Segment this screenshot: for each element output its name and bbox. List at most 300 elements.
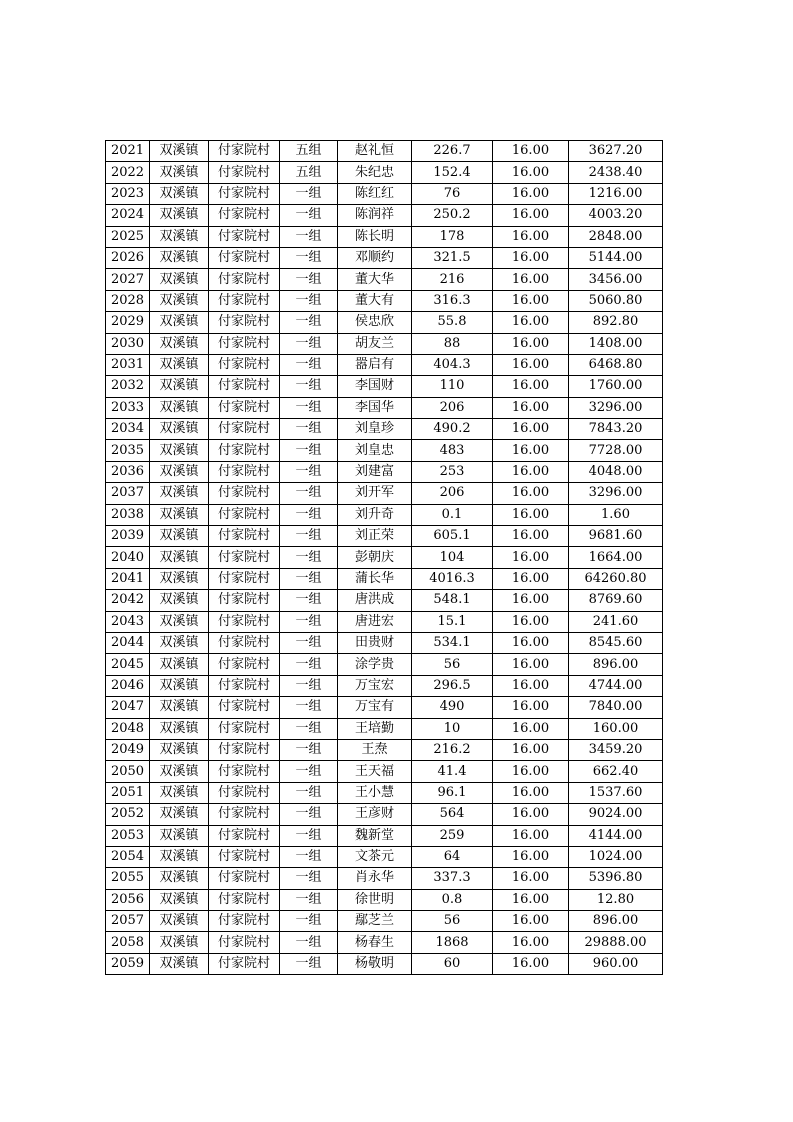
cell-number: 2059 [106,953,150,974]
table-row [106,590,663,611]
cell-amount: 5060.80 [569,290,663,311]
table-row [106,761,663,782]
cell-village: 付家院村 [209,761,280,782]
cell-group: 一组 [280,868,338,889]
cell-amount: 3296.00 [569,397,663,418]
cell-name: 王天福 [338,761,412,782]
cell-unit-price: 16.00 [493,590,569,611]
cell-number: 2056 [106,889,150,910]
cell-amount: 7728.00 [569,440,663,461]
cell-amount: 4744.00 [569,675,663,696]
cell-name: 蒲长华 [338,568,412,589]
cell-name: 董大有 [338,290,412,311]
cell-town: 双溪镇 [150,162,209,183]
cell-name: 涂学贵 [338,654,412,675]
cell-area: 490 [412,697,493,718]
cell-group: 一组 [280,632,338,653]
cell-unit-price: 16.00 [493,611,569,632]
cell-group: 一组 [280,397,338,418]
cell-group: 一组 [280,846,338,867]
table-row [106,804,663,825]
cell-name: 刘皇忠 [338,440,412,461]
cell-town: 双溪镇 [150,889,209,910]
cell-group: 一组 [280,419,338,440]
cell-group: 一组 [280,697,338,718]
cell-amount: 896.00 [569,911,663,932]
cell-group: 一组 [280,226,338,247]
cell-name: 王焘 [338,739,412,760]
cell-town: 双溪镇 [150,354,209,375]
cell-village: 付家院村 [209,461,280,482]
cell-town: 双溪镇 [150,461,209,482]
cell-area: 253 [412,461,493,482]
cell-town: 双溪镇 [150,739,209,760]
cell-group: 一组 [280,440,338,461]
cell-amount: 1.60 [569,504,663,525]
cell-amount: 1537.60 [569,782,663,803]
cell-town: 双溪镇 [150,718,209,739]
table-row [106,632,663,653]
cell-amount: 3456.00 [569,269,663,290]
cell-area: 534.1 [412,632,493,653]
cell-number: 2027 [106,269,150,290]
cell-name: 陈润祥 [338,205,412,226]
cell-number: 2025 [106,226,150,247]
cell-area: 56 [412,654,493,675]
cell-number: 2039 [106,526,150,547]
cell-number: 2044 [106,632,150,653]
cell-group: 一组 [280,269,338,290]
cell-group: 一组 [280,461,338,482]
cell-town: 双溪镇 [150,269,209,290]
table-row [106,953,663,974]
cell-town: 双溪镇 [150,782,209,803]
cell-amount: 5396.80 [569,868,663,889]
cell-unit-price: 16.00 [493,911,569,932]
cell-name: 刘正荣 [338,526,412,547]
table-row [106,782,663,803]
cell-area: 55.8 [412,312,493,333]
cell-unit-price: 16.00 [493,782,569,803]
cell-name: 万宝宏 [338,675,412,696]
cell-village: 付家院村 [209,419,280,440]
table-row [106,247,663,268]
cell-group: 五组 [280,162,338,183]
cell-number: 2040 [106,547,150,568]
table-row [106,932,663,953]
cell-amount: 3627.20 [569,141,663,162]
cell-group: 一组 [280,804,338,825]
cell-town: 双溪镇 [150,290,209,311]
cell-name: 杨敬明 [338,953,412,974]
cell-unit-price: 16.00 [493,419,569,440]
cell-amount: 4048.00 [569,461,663,482]
cell-town: 双溪镇 [150,440,209,461]
cell-name: 杨春生 [338,932,412,953]
cell-area: 152.4 [412,162,493,183]
cell-unit-price: 16.00 [493,269,569,290]
cell-number: 2038 [106,504,150,525]
table-row [106,483,663,504]
cell-number: 2024 [106,205,150,226]
table-row [106,461,663,482]
cell-area: 15.1 [412,611,493,632]
cell-unit-price: 16.00 [493,718,569,739]
cell-town: 双溪镇 [150,333,209,354]
cell-area: 321.5 [412,247,493,268]
cell-village: 付家院村 [209,226,280,247]
cell-number: 2050 [106,761,150,782]
cell-amount: 7843.20 [569,419,663,440]
cell-area: 96.1 [412,782,493,803]
cell-village: 付家院村 [209,911,280,932]
cell-village: 付家院村 [209,354,280,375]
cell-village: 付家院村 [209,141,280,162]
cell-group: 一组 [280,376,338,397]
cell-amount: 5144.00 [569,247,663,268]
cell-unit-price: 16.00 [493,846,569,867]
cell-area: 0.8 [412,889,493,910]
cell-number: 2048 [106,718,150,739]
cell-group: 一组 [280,247,338,268]
table-row [106,654,663,675]
table-row [106,825,663,846]
cell-group: 一组 [280,675,338,696]
cell-name: 陈红红 [338,183,412,204]
cell-village: 付家院村 [209,376,280,397]
cell-name: 刘建富 [338,461,412,482]
cell-area: 548.1 [412,590,493,611]
cell-number: 2037 [106,483,150,504]
cell-unit-price: 16.00 [493,504,569,525]
cell-area: 316.3 [412,290,493,311]
cell-town: 双溪镇 [150,632,209,653]
cell-number: 2028 [106,290,150,311]
cell-area: 296.5 [412,675,493,696]
cell-town: 双溪镇 [150,547,209,568]
cell-town: 双溪镇 [150,932,209,953]
cell-group: 一组 [280,739,338,760]
cell-group: 一组 [280,333,338,354]
cell-name: 李国财 [338,376,412,397]
cell-village: 付家院村 [209,483,280,504]
cell-number: 2046 [106,675,150,696]
table-row [106,739,663,760]
cell-village: 付家院村 [209,782,280,803]
cell-area: 216.2 [412,739,493,760]
cell-town: 双溪镇 [150,611,209,632]
cell-name: 刘开军 [338,483,412,504]
cell-amount: 892.80 [569,312,663,333]
table-row [106,547,663,568]
table-row [106,568,663,589]
cell-amount: 3459.20 [569,739,663,760]
cell-amount: 9681.60 [569,526,663,547]
cell-village: 付家院村 [209,868,280,889]
cell-area: 104 [412,547,493,568]
cell-number: 2053 [106,825,150,846]
cell-group: 五组 [280,141,338,162]
cell-group: 一组 [280,354,338,375]
cell-village: 付家院村 [209,504,280,525]
cell-number: 2031 [106,354,150,375]
cell-unit-price: 16.00 [493,247,569,268]
cell-name: 王培勤 [338,718,412,739]
cell-unit-price: 16.00 [493,461,569,482]
cell-village: 付家院村 [209,312,280,333]
cell-name: 彭朝庆 [338,547,412,568]
table-row [106,419,663,440]
cell-area: 56 [412,911,493,932]
table-body [106,141,663,975]
cell-village: 付家院村 [209,697,280,718]
cell-town: 双溪镇 [150,504,209,525]
cell-unit-price: 16.00 [493,440,569,461]
cell-town: 双溪镇 [150,376,209,397]
cell-area: 250.2 [412,205,493,226]
cell-town: 双溪镇 [150,825,209,846]
cell-name: 肖永华 [338,868,412,889]
cell-group: 一组 [280,590,338,611]
cell-area: 337.3 [412,868,493,889]
cell-number: 2041 [106,568,150,589]
cell-village: 付家院村 [209,654,280,675]
cell-town: 双溪镇 [150,183,209,204]
cell-number: 2034 [106,419,150,440]
table-row [106,376,663,397]
cell-number: 2049 [106,739,150,760]
cell-number: 2021 [106,141,150,162]
table-row [106,162,663,183]
cell-amount: 960.00 [569,953,663,974]
cell-amount: 1408.00 [569,333,663,354]
cell-amount: 9024.00 [569,804,663,825]
cell-area: 4016.3 [412,568,493,589]
cell-amount: 8769.60 [569,590,663,611]
cell-amount: 241.60 [569,611,663,632]
cell-number: 2045 [106,654,150,675]
cell-name: 魏新堂 [338,825,412,846]
cell-group: 一组 [280,183,338,204]
cell-town: 双溪镇 [150,697,209,718]
cell-town: 双溪镇 [150,141,209,162]
cell-number: 2055 [106,868,150,889]
cell-unit-price: 16.00 [493,397,569,418]
cell-town: 双溪镇 [150,953,209,974]
cell-area: 0.1 [412,504,493,525]
cell-town: 双溪镇 [150,675,209,696]
cell-unit-price: 16.00 [493,932,569,953]
cell-town: 双溪镇 [150,654,209,675]
cell-town: 双溪镇 [150,483,209,504]
cell-number: 2052 [106,804,150,825]
cell-group: 一组 [280,825,338,846]
cell-unit-price: 16.00 [493,654,569,675]
cell-village: 付家院村 [209,632,280,653]
cell-village: 付家院村 [209,526,280,547]
cell-group: 一组 [280,504,338,525]
cell-village: 付家院村 [209,333,280,354]
table-row [106,312,663,333]
cell-town: 双溪镇 [150,419,209,440]
cell-amount: 7840.00 [569,697,663,718]
cell-village: 付家院村 [209,183,280,204]
cell-number: 2047 [106,697,150,718]
cell-town: 双溪镇 [150,312,209,333]
cell-amount: 1216.00 [569,183,663,204]
cell-unit-price: 16.00 [493,312,569,333]
cell-unit-price: 16.00 [493,675,569,696]
cell-area: 483 [412,440,493,461]
cell-amount: 1760.00 [569,376,663,397]
cell-group: 一组 [280,718,338,739]
cell-amount: 1664.00 [569,547,663,568]
cell-group: 一组 [280,611,338,632]
table-row [106,675,663,696]
cell-group: 一组 [280,547,338,568]
cell-town: 双溪镇 [150,247,209,268]
cell-unit-price: 16.00 [493,825,569,846]
cell-village: 付家院村 [209,889,280,910]
cell-name: 王小慧 [338,782,412,803]
cell-area: 10 [412,718,493,739]
cell-town: 双溪镇 [150,761,209,782]
table-row [106,526,663,547]
cell-town: 双溪镇 [150,397,209,418]
cell-amount: 2848.00 [569,226,663,247]
cell-number: 2029 [106,312,150,333]
cell-name: 徐世明 [338,889,412,910]
table-row [106,183,663,204]
cell-area: 60 [412,953,493,974]
table-row [106,846,663,867]
cell-village: 付家院村 [209,590,280,611]
cell-area: 564 [412,804,493,825]
cell-amount: 2438.40 [569,162,663,183]
cell-amount: 160.00 [569,718,663,739]
cell-name: 鄢芝兰 [338,911,412,932]
cell-number: 2057 [106,911,150,932]
cell-town: 双溪镇 [150,804,209,825]
cell-amount: 1024.00 [569,846,663,867]
cell-area: 206 [412,483,493,504]
table-row [106,397,663,418]
cell-unit-price: 16.00 [493,183,569,204]
cell-area: 216 [412,269,493,290]
cell-village: 付家院村 [209,825,280,846]
cell-amount: 8545.60 [569,632,663,653]
cell-area: 490.2 [412,419,493,440]
cell-town: 双溪镇 [150,526,209,547]
cell-group: 一组 [280,205,338,226]
table-row [106,269,663,290]
cell-village: 付家院村 [209,718,280,739]
cell-town: 双溪镇 [150,846,209,867]
cell-name: 田贵财 [338,632,412,653]
table-row [106,440,663,461]
cell-town: 双溪镇 [150,568,209,589]
cell-group: 一组 [280,782,338,803]
cell-area: 64 [412,846,493,867]
table-row [106,718,663,739]
cell-area: 41.4 [412,761,493,782]
cell-village: 付家院村 [209,932,280,953]
cell-area: 110 [412,376,493,397]
cell-number: 2032 [106,376,150,397]
records-table [105,140,663,975]
cell-village: 付家院村 [209,162,280,183]
cell-name: 陈长明 [338,226,412,247]
cell-group: 一组 [280,290,338,311]
cell-village: 付家院村 [209,397,280,418]
cell-unit-price: 16.00 [493,868,569,889]
cell-town: 双溪镇 [150,590,209,611]
cell-group: 一组 [280,526,338,547]
table-row [106,290,663,311]
cell-unit-price: 16.00 [493,526,569,547]
table-row [106,354,663,375]
cell-unit-price: 16.00 [493,226,569,247]
cell-unit-price: 16.00 [493,333,569,354]
cell-amount: 4144.00 [569,825,663,846]
table-row [106,205,663,226]
cell-name: 嚣启有 [338,354,412,375]
cell-unit-price: 16.00 [493,761,569,782]
cell-unit-price: 16.00 [493,141,569,162]
table-row [106,141,663,162]
cell-amount: 896.00 [569,654,663,675]
cell-unit-price: 16.00 [493,205,569,226]
cell-group: 一组 [280,483,338,504]
table-row [106,611,663,632]
cell-name: 刘皇珍 [338,419,412,440]
cell-group: 一组 [280,953,338,974]
cell-name: 文茶元 [338,846,412,867]
cell-number: 2042 [106,590,150,611]
cell-amount: 29888.00 [569,932,663,953]
cell-unit-price: 16.00 [493,697,569,718]
cell-town: 双溪镇 [150,226,209,247]
cell-group: 一组 [280,932,338,953]
cell-amount: 6468.80 [569,354,663,375]
cell-amount: 4003.20 [569,205,663,226]
table-row [106,697,663,718]
cell-number: 2054 [106,846,150,867]
cell-village: 付家院村 [209,269,280,290]
cell-number: 2026 [106,247,150,268]
cell-village: 付家院村 [209,804,280,825]
cell-unit-price: 16.00 [493,889,569,910]
cell-area: 226.7 [412,141,493,162]
table-row [106,226,663,247]
cell-amount: 12.80 [569,889,663,910]
cell-village: 付家院村 [209,247,280,268]
cell-name: 万宝有 [338,697,412,718]
cell-amount: 662.40 [569,761,663,782]
cell-village: 付家院村 [209,547,280,568]
table-row [106,333,663,354]
cell-unit-price: 16.00 [493,547,569,568]
cell-unit-price: 16.00 [493,162,569,183]
cell-name: 唐进宏 [338,611,412,632]
cell-name: 侯忠欣 [338,312,412,333]
cell-group: 一组 [280,312,338,333]
table-row [106,889,663,910]
cell-group: 一组 [280,889,338,910]
cell-town: 双溪镇 [150,868,209,889]
cell-unit-price: 16.00 [493,632,569,653]
cell-unit-price: 16.00 [493,483,569,504]
